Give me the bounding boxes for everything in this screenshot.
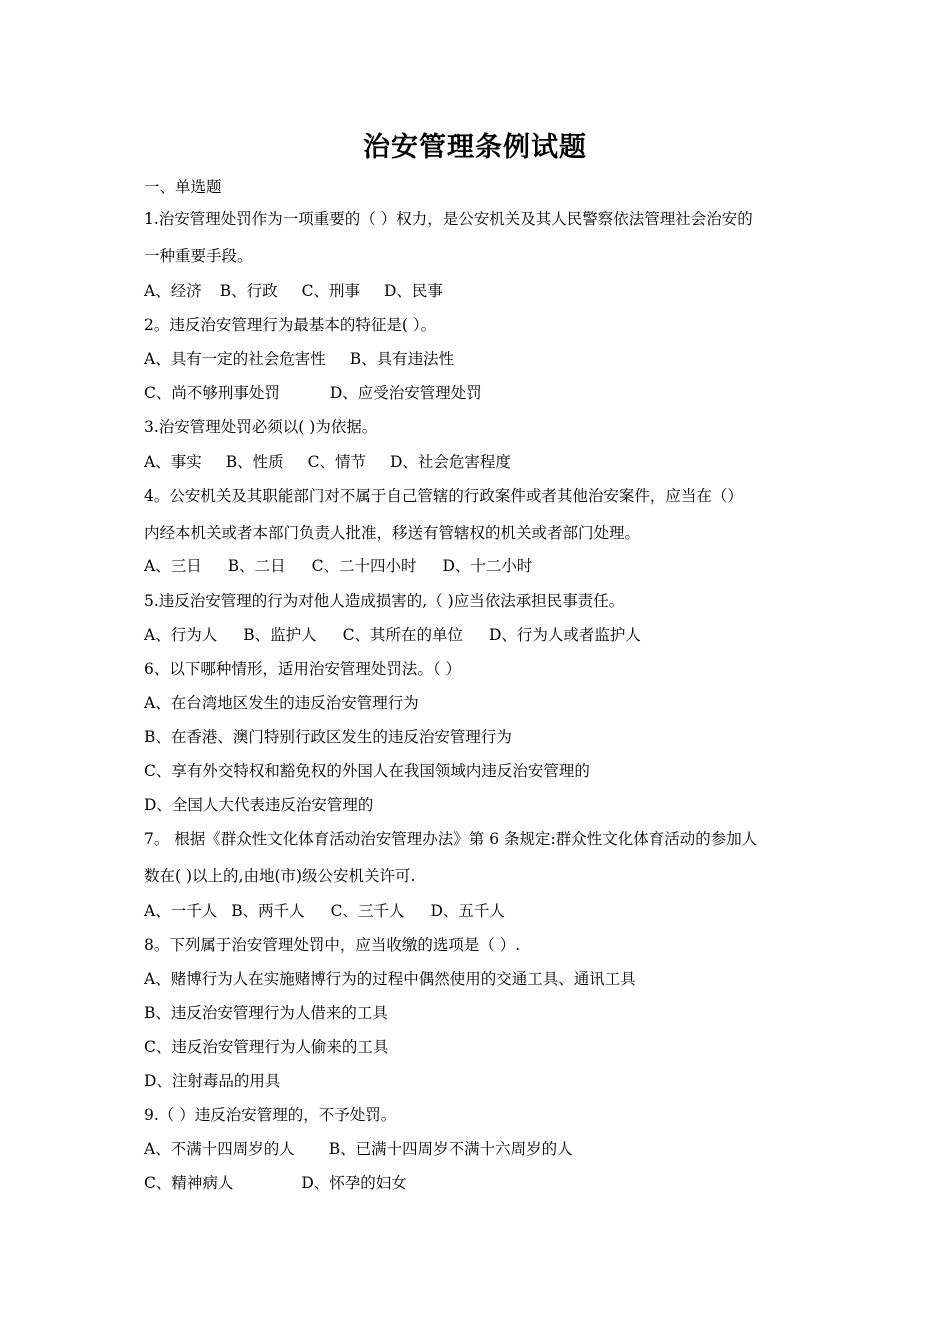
question-9-options-row-1 bbox=[144, 1138, 573, 1160]
question-2-options-row-2 bbox=[144, 382, 482, 404]
option-a: A、行为人 bbox=[144, 626, 218, 644]
question-5-options bbox=[144, 624, 641, 646]
section-heading: 一、单选题 bbox=[144, 178, 222, 196]
option-d: D、怀孕的妇女 bbox=[301, 1174, 407, 1192]
option-b: B、监护人 bbox=[243, 626, 317, 644]
question-4-stem: 4。公安机关及其职能部门对不属于自己管辖的行政案件或者其他治安案件，应当在（） bbox=[144, 487, 743, 505]
question-6-option-d: D、全国人大代表违反治安管理的 bbox=[144, 796, 374, 814]
question-4-stem-cont: 内经本机关或者本部门负责人批准，移送有管辖权的机关或者部门处理。 bbox=[144, 524, 641, 542]
option-d: D、民事 bbox=[383, 282, 443, 300]
option-a: A、一千人 bbox=[144, 902, 218, 920]
question-1-stem-cont: 一种重要手段。 bbox=[144, 247, 253, 265]
question-8-stem: 8。下列属于治安管理处罚中，应当收缴的选项是（ ）. bbox=[144, 936, 521, 954]
question-1-options bbox=[144, 280, 443, 302]
question-6-stem: 6、以下哪种情形，适用治安管理处罚法。（ ） bbox=[144, 660, 462, 678]
option-b: B、二日 bbox=[227, 557, 286, 575]
question-9-stem: 9.（ ）违反治安管理的，不予处罚。 bbox=[144, 1106, 397, 1124]
option-a: A、三日 bbox=[144, 557, 202, 575]
question-3-stem: 3.治安管理处罚必须以( )为依据。 bbox=[144, 418, 378, 436]
option-c: C、三千人 bbox=[330, 902, 405, 920]
option-c: C、其所在的单位 bbox=[342, 626, 463, 644]
question-1-stem: 1.治安管理处罚作为一项重要的（ ）权力，是公安机关及其人民警察依法管理社会治安的 bbox=[144, 210, 753, 228]
option-d: D、应受治安管理处罚 bbox=[329, 384, 482, 402]
question-7-stem-cont: 数在( )以上的,由地(市)级公安机关许可. bbox=[144, 867, 416, 885]
option-b: B、行政 bbox=[219, 282, 278, 300]
question-6-option-a: A、在台湾地区发生的违反治安管理行为 bbox=[144, 694, 419, 712]
option-b: B、已满十四周岁不满十六周岁的人 bbox=[328, 1140, 573, 1158]
question-3-options bbox=[144, 451, 511, 473]
option-c: C、尚不够刑事处罚 bbox=[144, 384, 280, 402]
question-7-options bbox=[144, 900, 505, 922]
option-d: D、行为人或者监护人 bbox=[488, 626, 641, 644]
question-9-options-row-2 bbox=[144, 1172, 407, 1194]
option-c: C、二十四小时 bbox=[311, 557, 417, 575]
option-c: C、情节 bbox=[307, 453, 366, 471]
question-8-option-a: A、赌博行为人在实施赌博行为的过程中偶然使用的交通工具、通讯工具 bbox=[144, 970, 636, 988]
question-6-option-c: C、享有外交特权和豁免权的外国人在我国领域内违反治安管理的 bbox=[144, 762, 590, 780]
question-8-option-b: B、违反治安管理行为人借来的工具 bbox=[144, 1004, 388, 1022]
question-2-stem: 2。违反治安管理行为最基本的特征是( ）。 bbox=[144, 316, 437, 334]
option-a: A、事实 bbox=[144, 453, 202, 471]
option-d: D、五千人 bbox=[430, 902, 505, 920]
option-d: D、社会危害程度 bbox=[389, 453, 511, 471]
option-a: A、不满十四周岁的人 bbox=[144, 1140, 295, 1158]
option-b: B、两千人 bbox=[231, 902, 305, 920]
option-a: A、经济 bbox=[144, 282, 202, 300]
option-b: B、性质 bbox=[225, 453, 284, 471]
option-c: C、刑事 bbox=[301, 282, 360, 300]
option-a: A、具有一定的社会危害性 bbox=[144, 350, 326, 368]
question-4-options bbox=[144, 555, 532, 577]
option-d: D、十二小时 bbox=[442, 557, 533, 575]
page-title: 治安管理条例试题 bbox=[363, 132, 587, 163]
option-c: C、精神病人 bbox=[144, 1174, 234, 1192]
question-5-stem: 5.违反治安管理的行为对他人造成损害的,（ )应当依法承担民事责任。 bbox=[144, 592, 625, 610]
question-2-options-row-1 bbox=[144, 348, 454, 370]
question-8-option-c: C、违反治安管理行为人偷来的工具 bbox=[144, 1038, 389, 1056]
question-6-option-b: B、在香港、澳门特别行政区发生的违反治安管理行为 bbox=[144, 728, 512, 746]
question-8-option-d: D、注射毒品的用具 bbox=[144, 1072, 281, 1090]
option-b: B、具有违法性 bbox=[349, 350, 455, 368]
question-7-stem: 7。 根据《群众性文化体育活动治安管理办法》第 6 条规定:群众性文化体育活动的参加人 bbox=[144, 830, 758, 848]
